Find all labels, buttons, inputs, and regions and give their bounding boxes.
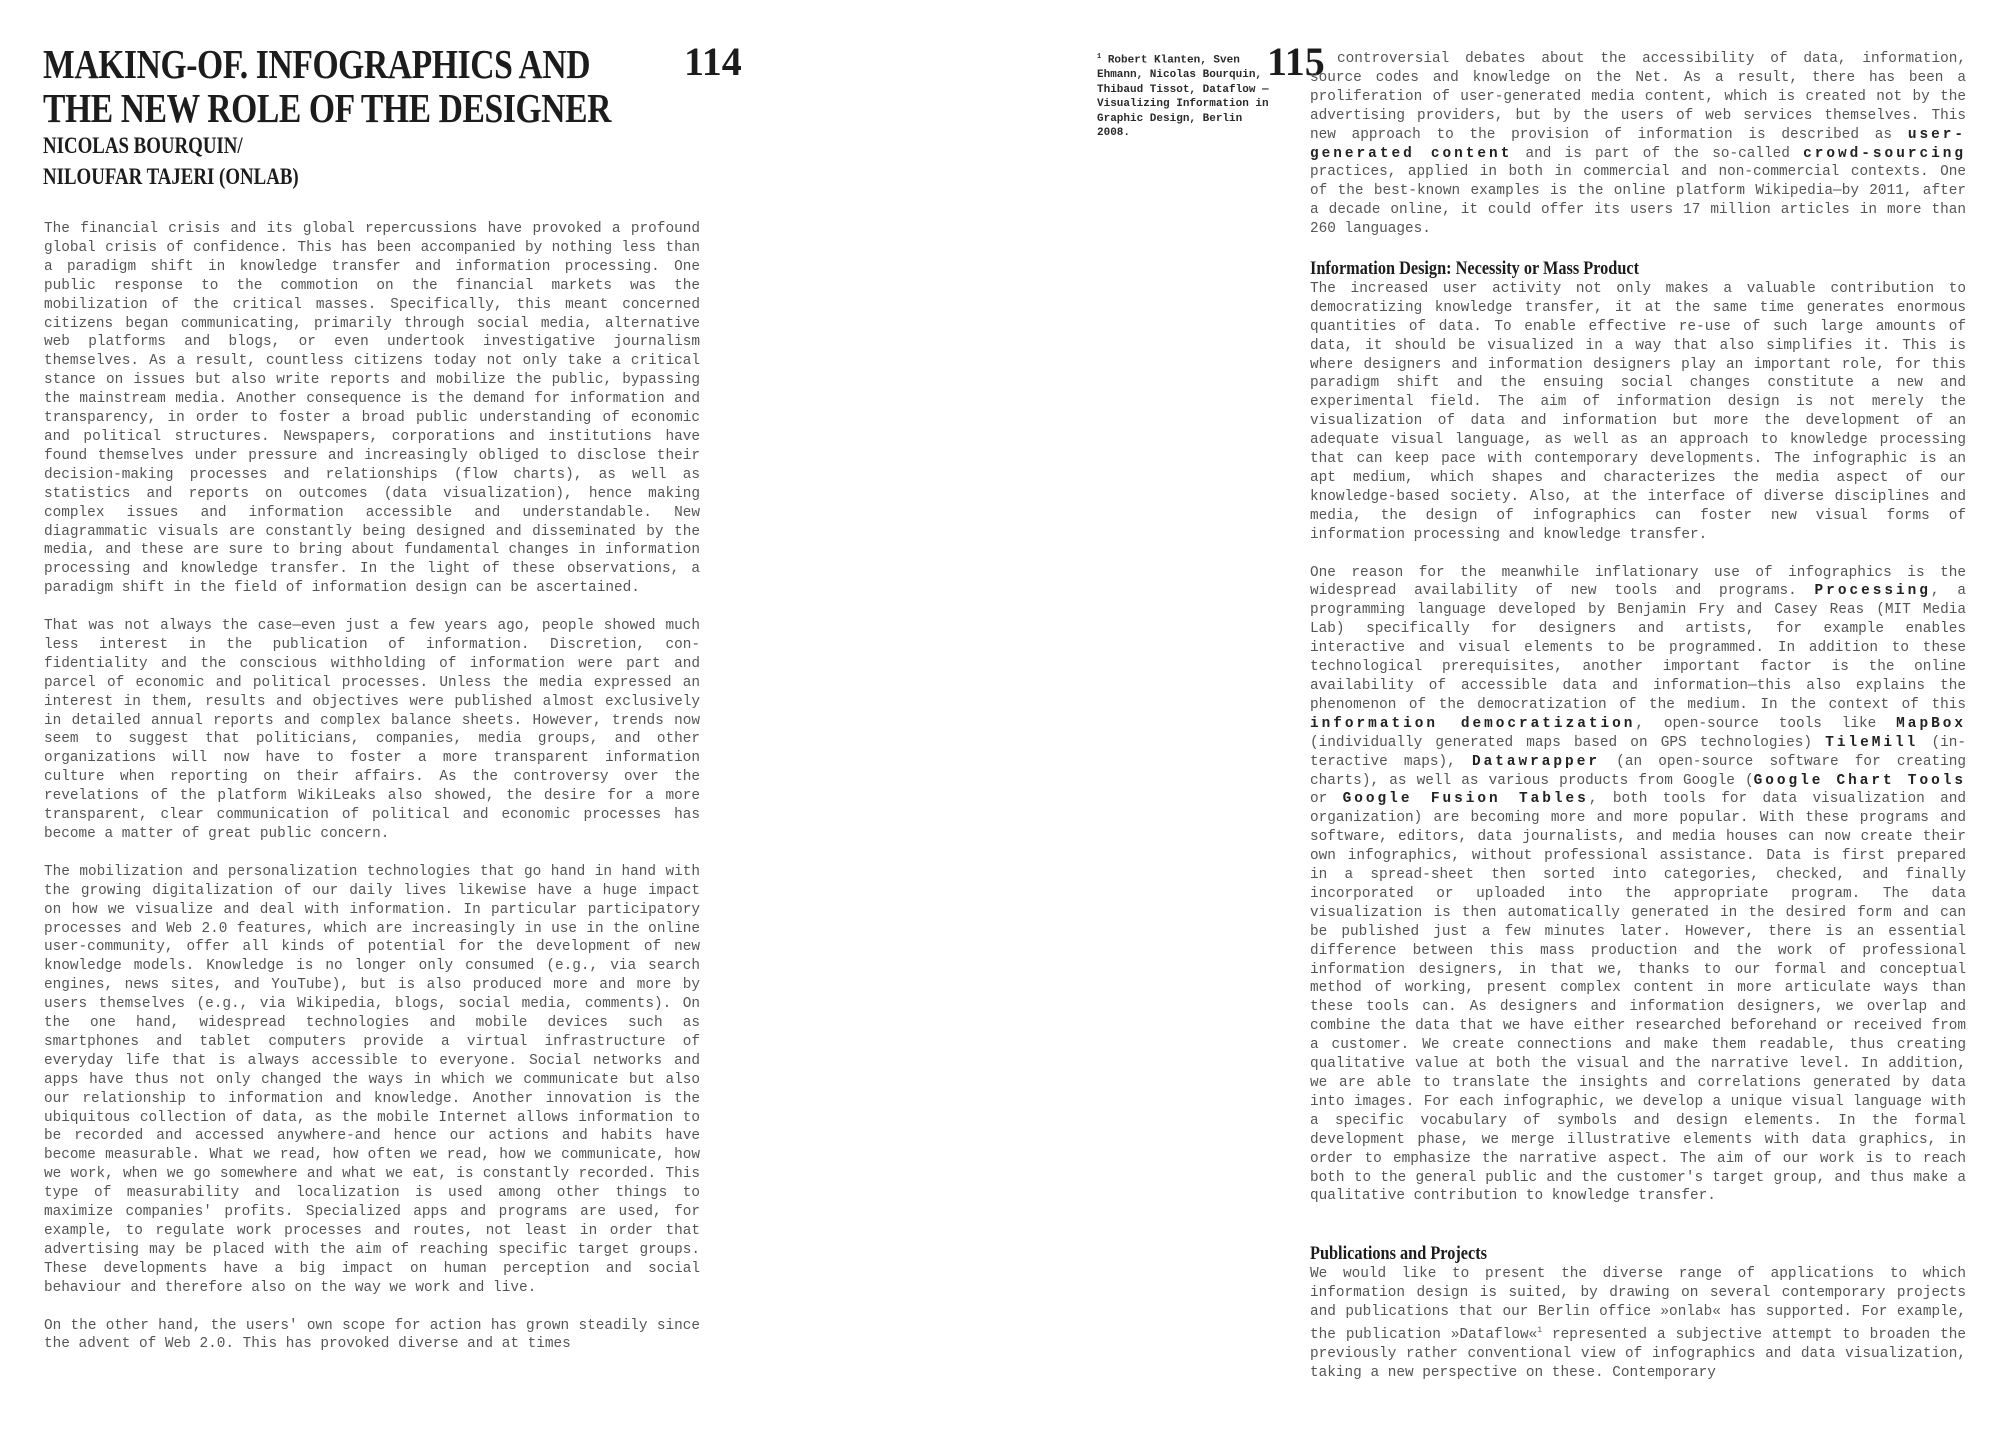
text-run: , both tools for data visualization and organization) are becoming more and more popular. With these programs and software, editors, data journalists, and media houses can now create their own infographics, without professional assistance. Data is first prepared in a spread-sheet then sorted into categories, checked, and finally incorporated or uploaded into the appropriate program. The data visualization is then automatically generated in the desired form and can be published just a few minutes later. However, there is an essential difference between this mass production and the work of professional information designers, in that we, thanks to our formal and conceptual method of working, present complex content in more articulate ways than these tools can. As designers and information designers, we overlap and combine the data that we have either researched beforehand or received from a customer. We create connections and make them readable, thus creating qualitative value at both the visual and the narrative level. In addition, we are able to translate the insights and correlations generated by data into images. For each infographic, we develop a unique visual language with a specific vocabulary of symbols and design elements. In the formal development phase, we merge illustrative elements with data graphics, in order to emphasize the narrative aspect. The aim of our work is to reach both to the general public and the customer's target group, and thus make a qualitative contribution to knowledge transfer. (1310, 791, 1966, 1205)
paragraph: The increased user activity not only makes a valuable contribution to democratizing knowledge transfer, it at the same time generates enormous quantities of data. To enable effective re-use of such large amounts of data, it should be visualized in a way that also simplifies it. This is where designers and information designers play an important role, for this paradigm shift and the ensuing social changes constitute a new and experimental field. The aim of information design is not merely the visualization of data and information but more the development of an adequate visual language, as well as an approach to knowledge processing that can keep pace with contemporary developments. The infographic is an apt medium, which shapes and characterizes the media aspect of our knowledge-based society. Also, at the interface of diverse disciplines and media, the design of infographics can foster new visual forms of information processing and knowledge transfer. (1310, 280, 1966, 543)
text-run: controversial debates about the accessibility of data, information, source codes and knowledge on the Net. As a result, there has been a proliferation of user-generated media content, which is created not by the advertising providers, but by the users of web services themselves. This new approach to the provision of information is described as (1310, 51, 1966, 143)
paragraph-tools (1310, 564, 1966, 1207)
text-run: or (1310, 791, 1343, 808)
term-processing: Processing (1814, 583, 1931, 600)
author-line-2: NILOUFAR TAJERI (ONLAB) (43, 164, 299, 189)
term-tilemill: TileMill (1825, 734, 1919, 751)
title-line-1: MAKING-OF. INFOGRAPHICS AND (43, 41, 591, 87)
footnote-reference[interactable]: 1 (1537, 1325, 1543, 1335)
paragraph: That was not always the case—even just a few years ago, people showed much less interest in the publication of information. Discretion, confidentiality and the conscious withholding of information were part and parcel of economic and political processes. Unless the media expressed an interest in them, results and objectives were published almost exclusively in detailed annual reports and complex balance sheets. However, trends now seem to suggest that politicians, companies, media groups, and other organizations will now have to foster a more transparent information culture when reporting on their affairs. As the controversy over the revelations of the platform WikiLeaks also showed, the desire for a more transparent, clear communication of political and economic processes has become a matter of great public concern. (44, 618, 700, 842)
text-run: practices, applied in both in commercial and non-commercial contexts. One of the best-known examples is the online platform Wikipedia—by 2011, after a decade online, it could offer its users 17 million articles in more than 260 languages. (1310, 164, 1966, 238)
author-line-1: NICOLAS BOURQUIN/ (43, 133, 243, 158)
section-heading-information-design: Information Design: Necessity or Mass Product (1310, 258, 1640, 279)
term-datawrapper: Datawrapper (1471, 753, 1600, 770)
intro-paragraph (1310, 50, 1966, 239)
term-crowd-sourcing: crowd-sourcing (1803, 145, 1967, 162)
text-run: represented a subjective attempt to broaden the previously rather conventional view of infographics and data visualization, taking a new perspective on these. Contemporary (1310, 1326, 1966, 1381)
text-run: (an open-source software for creating charts), as well as various products from Google ( (1310, 753, 1966, 789)
spacer (1310, 1225, 1966, 1243)
paragraph: The financial crisis and its global repercussions have provoked a profound global crisis of confidence. This has been accompanied by nothing less than a paradigm shift in knowledge transfer and information processing. One public response to the commotion on the financial markets was the mobilization of the critical masses. Specifically, this meant concerned citizens began communicating, primarily through social media, alternative web platforms and blogs, or even undertook investigative journalism themselves. As a result, countless citizens today not only take a critical stance on issues but also write reports and mobilize the public, bypassing the mainstream media. Another consequence is the demand for information and transparency, in order to foster a broad public understanding of economic and political structures. Newspapers, corporations and institutions have found themselves under pressure and increasingly obliged to disclose their decision-making processes and relationships (flow charts), as well as statistics and reports on outcomes (data visualization), hence making complex issues and information accessible and understandable. New diagrammatic visuals are constantly being designed and disseminated by the media, and these are sure to bring about fundamental changes in information processing and knowledge transfer. In the light of these observations, a paradigm shift in the field of information design can be ascertained. (44, 221, 700, 597)
title-line-2: THE NEW ROLE OF THE DESIGNER (43, 85, 611, 131)
right-body-column (1310, 50, 1966, 1401)
right-page (1000, 0, 2000, 1437)
footnote (1097, 50, 1272, 141)
term-user-generated-content: user-generated content (1310, 126, 1966, 162)
paragraph-publications (1310, 1265, 1966, 1382)
text-run: (interactive maps), (1310, 734, 1966, 770)
text-run: (individually generated maps based on GPS technologies) (1310, 734, 1826, 751)
text-run: We would like to present the diverse range of applications to which information design is suited, by drawing on several contemporary projects and publications that our Berlin office »onlab« has supported. For example, the publication »Dataflow« (1310, 1266, 1966, 1343)
term-mapbox: MapBox (1896, 715, 1966, 732)
term-google-fusion-tables: Google Fusion Tables (1342, 791, 1589, 808)
text-run: , a programming language developed by Benjamin Fry and Casey Reas (MIT Media Lab) specifically for designers and artists, for example enables interactive and visual elements to be programmed. In addition to these technological prerequisites, another important factor is the online availability of accessible data and information—this also explains the phenomenon of the democratization of the medium. In the context of this (1310, 583, 1966, 713)
section-heading-publications: Publications and Projects (1310, 1244, 1487, 1265)
paragraph: On the other hand, the users' own scope for action has grown steadily since the advent of Web 2.0. This has provoked diverse and at times (44, 1317, 700, 1353)
text-run: and is part of the so-called (1512, 145, 1804, 162)
footnote-marker: 1 (1097, 53, 1102, 61)
left-body-column (44, 220, 700, 1373)
text-run: , open-source tools like (1635, 715, 1897, 732)
footnote-text: Robert Klanten, Sven Ehmann, Nicolas Bourquin, Thibaud Tissot, Dataflow — Visualizing Information in Graphic Design, Berlin 2008. (1097, 54, 1269, 140)
article-authors (43, 130, 299, 192)
paragraph: The mobilization and personalization technologies that go hand in hand with the growing digitalization of our daily lives likewise have a huge impact on how we visualize and deal with information. In particular participatory processes and Web 2.0 features, which are increasingly in use in the online user-community, offer all kinds of potential for the development of new knowledge models. Knowledge is no longer only consumed (e.g., via search engines, news sites, and YouTube), but is also produced more and more by users themselves (e.g., via Wikipedia, blogs, social media, comments). On the one hand, widespread technologies and mobile devices such as smartphones and tablet computers provide a virtual infrastructure of everyday life that is always accessible to everyone. Social networks and apps have thus not only changed the ways in which we communicate but also our relationship to information and knowledge. Another innovation is the ubiquitous collection of data, as the mobile Internet allows information to be recorded and accessed anywhere-and hence our actions and habits have become measurable. What we read, how often we read, how we communicate, how we work, when we go somewhere and what we eat, is constantly recorded. This type of measurability and localization is used among other things to maximize companies' profits. Specialized apps and programs are used, for example, to regulate work processes and routes, not least in order that advertising may be placed with the aim of reaching specific target groups. These developments have a big impact on human perception and social behaviour and therefore also on the way we work and live. (44, 863, 700, 1296)
term-google-chart-tools: Google Chart Tools (1753, 772, 1966, 789)
page-number-right: 115 (1267, 39, 1325, 84)
term-information-democratization: information democratization (1310, 715, 1636, 732)
text-run: One reason for the meanwhile inflationary use of infographics is the widespread availability of new tools and programs. (1310, 564, 1966, 600)
page-number-left: 114 (684, 39, 742, 84)
article-title (43, 42, 611, 130)
